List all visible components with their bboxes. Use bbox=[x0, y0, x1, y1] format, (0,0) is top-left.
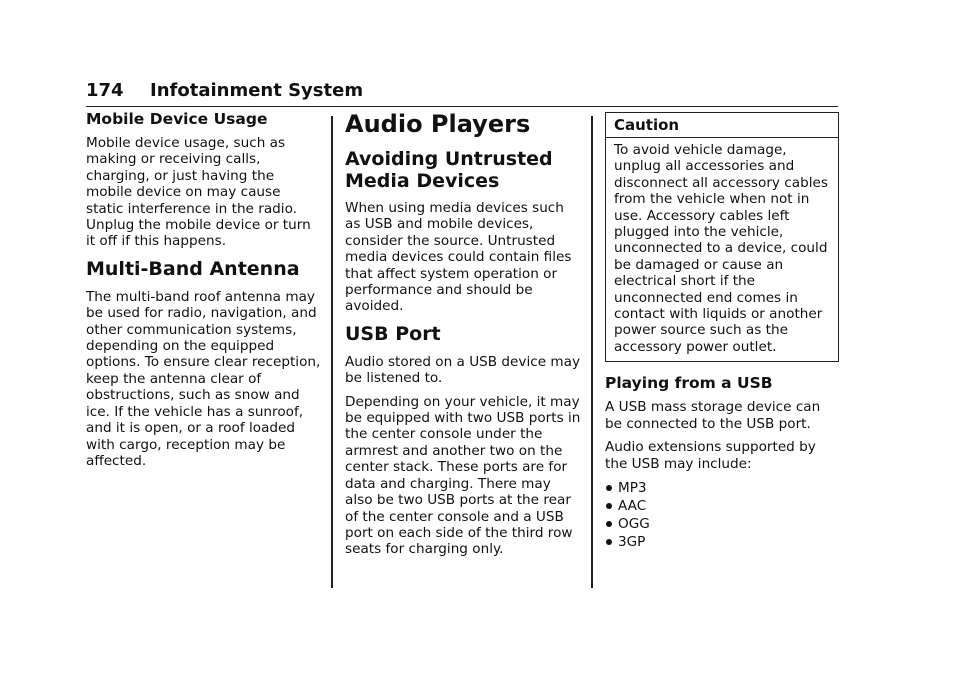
column-divider bbox=[591, 116, 593, 588]
bullet-icon bbox=[606, 485, 612, 491]
playing-from-usb-heading: Playing from a USB bbox=[605, 374, 773, 393]
extension-label: OGG bbox=[618, 515, 650, 532]
column-left bbox=[86, 110, 322, 476]
audio-extensions-list bbox=[605, 479, 839, 551]
multi-band-antenna-text: The multi-band roof antenna may be used for radio, navigation, and other communication systems, depending on the equipped options. To ensure clear reception, keep the antenna clear of obstructions, such as snow and ice. If the vehicle has a sunroof, and it is open, or a roof loaded with cargo, reception may be affected. bbox=[86, 288, 321, 469]
heading-line: Media Devices bbox=[345, 170, 500, 192]
caution-label: Caution bbox=[606, 113, 838, 138]
bullet-icon bbox=[606, 521, 612, 527]
column-right bbox=[605, 110, 839, 551]
column-divider bbox=[331, 116, 333, 588]
bullet-icon bbox=[606, 503, 612, 509]
playing-usb-text-1: A USB mass storage device can be connected to the USB port. bbox=[605, 399, 821, 432]
extension-label: AAC bbox=[618, 497, 647, 514]
list-item bbox=[605, 479, 839, 497]
mobile-device-usage-text: Mobile device usage, such as making or receiving calls, charging, or just having the mobile device on may cause static interference in the radio. Unplug the mobile device or turn it off if this happens. bbox=[86, 135, 311, 250]
page-header bbox=[86, 80, 838, 107]
playing-usb-text-2: Audio extensions supported by the USB may include: bbox=[605, 439, 816, 472]
caution-text: To avoid vehicle damage, unplug all accessories and disconnect all accessory cables from the vehicle when not in use. Accessory cables left plugged into the vehicle, unconnected to a device, could be damaged or cause an electrical short if the unconnected end comes in contact with liquids or another power source such as the accessory power outlet. bbox=[614, 142, 828, 355]
column-middle bbox=[345, 110, 581, 565]
usb-port-text-1: Audio stored on a USB device may be listened to. bbox=[345, 353, 581, 387]
usb-port-text-2: Depending on your vehicle, it may be equipped with two USB ports in the center console under the armrest and another two on the center stack. These ports are for data and charging. There may also be two USB ports at the rear of the center console and a USB port on each side of the third row seats for charging only. bbox=[345, 393, 581, 558]
heading-line: Avoiding Untrusted bbox=[345, 148, 553, 170]
bullet-icon bbox=[606, 539, 612, 545]
multi-band-antenna-heading: Multi-Band Antenna bbox=[86, 257, 300, 280]
caution-box bbox=[605, 112, 839, 362]
list-item bbox=[605, 497, 839, 515]
untrusted-media-text: When using media devices such as USB and mobile devices, consider the source. Untrusted media devices could contain files that affect system operation or performance and should be avoided. bbox=[345, 200, 572, 315]
section-title: Infotainment System bbox=[150, 80, 364, 101]
usb-port-heading: USB Port bbox=[345, 322, 441, 345]
audio-players-heading: Audio Players bbox=[345, 110, 531, 138]
mobile-device-usage-heading: Mobile Device Usage bbox=[86, 110, 268, 128]
page-number: 174 bbox=[86, 80, 124, 101]
extension-label: MP3 bbox=[618, 479, 647, 496]
list-item bbox=[605, 515, 839, 533]
list-item bbox=[605, 533, 839, 551]
extension-label: 3GP bbox=[618, 533, 646, 550]
avoiding-untrusted-heading bbox=[345, 148, 581, 192]
